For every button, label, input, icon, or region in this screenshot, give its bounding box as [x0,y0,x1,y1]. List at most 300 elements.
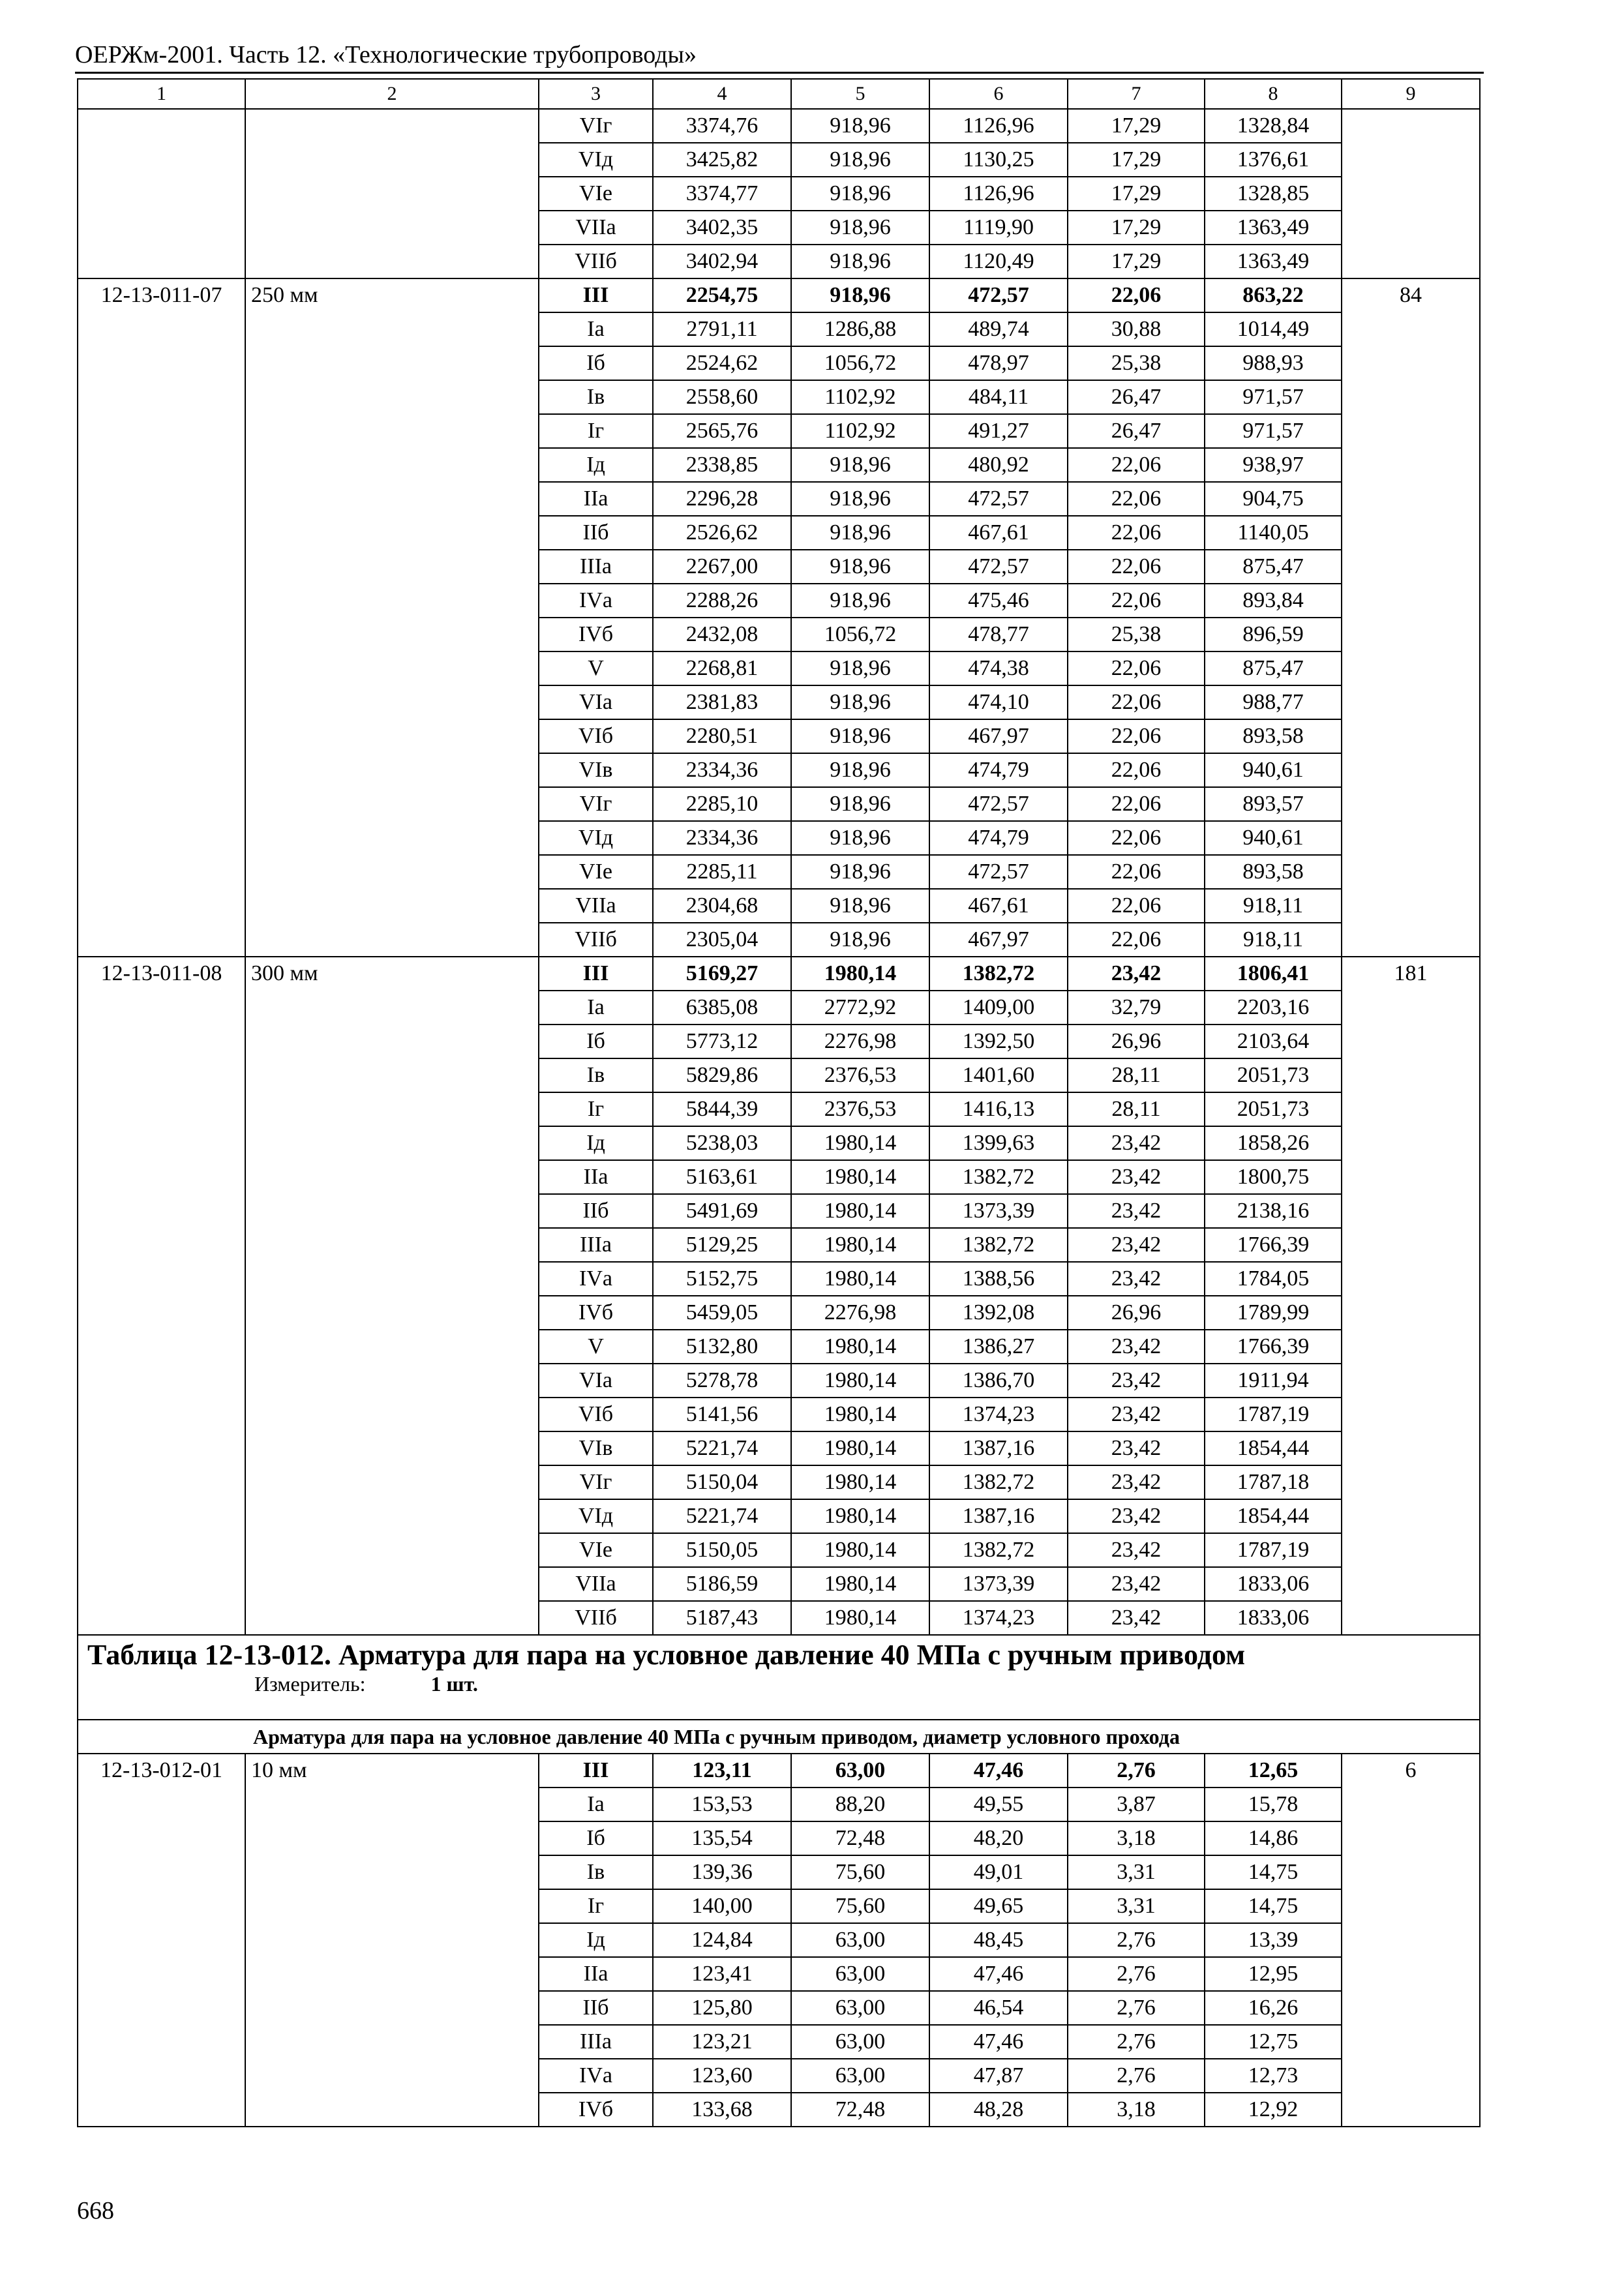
cost-cell: 904,75 [1205,482,1342,516]
cost-cell: 140,00 [653,1889,791,1923]
cost-cell: 26,47 [1068,414,1205,448]
cost-cell: 1387,16 [929,1499,1068,1533]
cost-cell: 47,46 [929,1754,1068,1788]
cost-cell: 48,28 [929,2093,1068,2127]
zone-code: IIа [539,1160,653,1194]
cost-cell: 1382,72 [929,1465,1068,1499]
cost-cell: 1388,56 [929,1262,1068,1296]
cost-cell: 133,68 [653,2093,791,2127]
cost-cell: 467,97 [929,923,1068,957]
cost-cell: 23,42 [1068,1567,1205,1601]
cost-cell: 12,75 [1205,2025,1342,2059]
nominal-size: 10 мм [245,1754,539,2127]
cost-cell: 1056,72 [791,618,929,651]
cost-cell: 1980,14 [791,1499,929,1533]
cost-cell: 875,47 [1205,651,1342,685]
cost-cell: 1286,88 [791,312,929,346]
cost-cell: 467,97 [929,719,1068,753]
cost-cell: 467,61 [929,516,1068,550]
cost-cell: 3402,35 [653,211,791,245]
cost-cell: 63,00 [791,1754,929,1788]
cost-cell: 5132,80 [653,1330,791,1364]
cost-cell: 918,96 [791,651,929,685]
cost-cell: 2,76 [1068,2059,1205,2093]
zone-code: Iв [539,1058,653,1092]
zone-code: IIб [539,516,653,550]
cost-cell: 26,96 [1068,1025,1205,1058]
zone-code: VIг [539,1465,653,1499]
zone-code: Iв [539,380,653,414]
cost-cell: 1140,05 [1205,516,1342,550]
cost-cell: 23,42 [1068,1364,1205,1398]
cost-cell: 63,00 [791,1957,929,1991]
zone-code: IIа [539,1957,653,1991]
cost-cell: 22,06 [1068,787,1205,821]
cost-cell: 918,96 [791,278,929,312]
cost-cell: 1980,14 [791,1228,929,1262]
cost-cell: 23,42 [1068,957,1205,991]
cost-cell: 971,57 [1205,414,1342,448]
cost-cell: 23,42 [1068,1160,1205,1194]
zone-code: IVа [539,2059,653,2093]
cost-cell: 17,29 [1068,211,1205,245]
zone-code: VIв [539,753,653,787]
cost-cell: 475,46 [929,584,1068,618]
cost-cell: 2376,53 [791,1058,929,1092]
cost-cell: 17,29 [1068,109,1205,143]
cost-cell: 2288,26 [653,584,791,618]
cost-cell: 49,55 [929,1788,1068,1821]
cost-cell: 918,11 [1205,923,1342,957]
cost-cell: 1102,92 [791,380,929,414]
cost-cell: 3,31 [1068,1889,1205,1923]
cost-cell: 472,57 [929,550,1068,584]
cost-cell: 23,42 [1068,1398,1205,1431]
cost-cell: 2558,60 [653,380,791,414]
cost-cell: 28,11 [1068,1058,1205,1092]
cost-cell: 23,42 [1068,1262,1205,1296]
cost-cell: 1363,49 [1205,245,1342,278]
cost-cell: 5491,69 [653,1194,791,1228]
cost-cell: 2772,92 [791,991,929,1025]
column-number-row [78,79,1480,109]
cost-cell: 25,38 [1068,346,1205,380]
zone-code: VIIа [539,889,653,923]
zone-code: IIб [539,1991,653,2025]
cost-cell: 5141,56 [653,1398,791,1431]
zone-code: VIд [539,821,653,855]
rate-code [78,109,245,278]
cost-cell: 918,96 [791,211,929,245]
cost-cell: 938,97 [1205,448,1342,482]
cost-cell: 23,42 [1068,1431,1205,1465]
zone-code: V [539,651,653,685]
cost-cell: 49,01 [929,1855,1068,1889]
cost-cell: 22,06 [1068,889,1205,923]
cost-cell: 988,93 [1205,346,1342,380]
cost-cell: 3402,94 [653,245,791,278]
zone-code: VIг [539,109,653,143]
zone-code: IVб [539,618,653,651]
cost-cell: 153,53 [653,1788,791,1821]
cost-cell: 5221,74 [653,1499,791,1533]
cost-cell: 918,96 [791,584,929,618]
cost-cell: 896,59 [1205,618,1342,651]
cost-cell: 472,57 [929,855,1068,889]
cost-cell: 2203,16 [1205,991,1342,1025]
zone-code: Iб [539,346,653,380]
zone-code: Iд [539,1126,653,1160]
cost-cell: 1386,70 [929,1364,1068,1398]
zone-code: Iб [539,1025,653,1058]
cost-cell: 12,92 [1205,2093,1342,2127]
cost-cell: 48,45 [929,1923,1068,1957]
column-number: 1 [78,79,245,109]
cost-cell: 484,11 [929,380,1068,414]
cost-cell: 1374,23 [929,1601,1068,1635]
cost-cell: 2565,76 [653,414,791,448]
nominal-size [245,109,539,278]
cost-cell: 32,79 [1068,991,1205,1025]
cost-cell: 2304,68 [653,889,791,923]
cost-cell: 135,54 [653,1821,791,1855]
cost-cell: 1056,72 [791,346,929,380]
zone-code: VIб [539,719,653,753]
column-number: 8 [1205,79,1342,109]
cost-cell: 1328,84 [1205,109,1342,143]
cost-cell: 474,79 [929,753,1068,787]
zone-code: VIа [539,685,653,719]
table-meter [87,1673,1474,1694]
cost-cell: 2267,00 [653,550,791,584]
cost-cell: 17,29 [1068,143,1205,177]
zone-code: VIIб [539,245,653,278]
cost-cell: 3374,76 [653,109,791,143]
cost-cell: 2524,62 [653,346,791,380]
cost-cell: 22,06 [1068,923,1205,957]
cost-cell: 474,79 [929,821,1068,855]
cost-cell: 918,96 [791,719,929,753]
cost-cell: 918,96 [791,177,929,211]
table-row [78,1754,1480,1788]
cost-cell: 2,76 [1068,2025,1205,2059]
table-caption-row [78,1635,1480,1720]
cost-cell: 1386,27 [929,1330,1068,1364]
cost-cell: 1854,44 [1205,1499,1342,1533]
cost-cell: 23,42 [1068,1601,1205,1635]
cost-cell: 893,58 [1205,855,1342,889]
cost-cell: 22,06 [1068,584,1205,618]
cost-cell: 1376,61 [1205,143,1342,177]
cost-cell: 2276,98 [791,1296,929,1330]
cost-cell: 22,06 [1068,753,1205,787]
cost-cell: 46,54 [929,1991,1068,2025]
cost-cell: 918,96 [791,516,929,550]
rate-code: 12-13-011-08 [78,957,245,1635]
cost-cell: 918,96 [791,482,929,516]
zone-code: Iд [539,1923,653,1957]
cost-cell: 893,57 [1205,787,1342,821]
cost-cell: 22,06 [1068,719,1205,753]
cost-cell: 3,18 [1068,1821,1205,1855]
cost-cell: 1130,25 [929,143,1068,177]
column-9-value: 84 [1342,278,1480,957]
cost-cell: 2526,62 [653,516,791,550]
cost-cell: 5773,12 [653,1025,791,1058]
rate-code: 12-13-012-01 [78,1754,245,2127]
column-number: 5 [791,79,929,109]
rates-table-body [78,79,1480,2127]
cost-cell: 1980,14 [791,1465,929,1499]
cost-cell: 1980,14 [791,1194,929,1228]
cost-cell: 940,61 [1205,753,1342,787]
cost-cell: 63,00 [791,2059,929,2093]
cost-cell: 1911,94 [1205,1364,1342,1398]
cost-cell: 22,06 [1068,821,1205,855]
zone-code: VIг [539,787,653,821]
cost-cell: 123,41 [653,1957,791,1991]
cost-cell: 1980,14 [791,1160,929,1194]
zone-code: Iг [539,1889,653,1923]
cost-cell: 2334,36 [653,821,791,855]
zone-code: VIIб [539,1601,653,1635]
cost-cell: 2376,53 [791,1092,929,1126]
cost-cell: 2,76 [1068,1754,1205,1788]
rate-code: 12-13-011-07 [78,278,245,957]
cost-cell: 22,06 [1068,651,1205,685]
zone-code: IIб [539,1194,653,1228]
cost-cell: 5150,05 [653,1533,791,1567]
cost-cell: 893,84 [1205,584,1342,618]
cost-cell: 75,60 [791,1889,929,1923]
cost-cell: 2,76 [1068,1991,1205,2025]
cost-cell: 3,31 [1068,1855,1205,1889]
cost-cell: 1382,72 [929,1228,1068,1262]
cost-cell: 1416,13 [929,1092,1068,1126]
cost-cell: 2334,36 [653,753,791,787]
cost-cell: 1833,06 [1205,1567,1342,1601]
cost-cell: 2,76 [1068,1957,1205,1991]
zone-code: IVб [539,2093,653,2127]
cost-cell: 1374,23 [929,1398,1068,1431]
cost-cell: 14,86 [1205,1821,1342,1855]
zone-code: IVа [539,1262,653,1296]
cost-cell: 2305,04 [653,923,791,957]
cost-cell: 1980,14 [791,957,929,991]
cost-cell: 918,96 [791,855,929,889]
zone-code: Iа [539,312,653,346]
cost-cell: 30,88 [1068,312,1205,346]
zone-code: Iв [539,1855,653,1889]
cost-cell: 26,47 [1068,380,1205,414]
cost-cell: 472,57 [929,278,1068,312]
cost-cell: 1980,14 [791,1533,929,1567]
zone-code: VIа [539,1364,653,1398]
cost-cell: 75,60 [791,1855,929,1889]
cost-cell: 971,57 [1205,380,1342,414]
cost-cell: 26,96 [1068,1296,1205,1330]
cost-cell: 1766,39 [1205,1228,1342,1262]
cost-cell: 918,96 [791,923,929,957]
cost-cell: 5187,43 [653,1601,791,1635]
column-number: 7 [1068,79,1205,109]
cost-cell: 480,92 [929,448,1068,482]
zone-code: III [539,278,653,312]
cost-cell: 1800,75 [1205,1160,1342,1194]
cost-cell: 918,96 [791,550,929,584]
cost-cell: 3,87 [1068,1788,1205,1821]
cost-cell: 1854,44 [1205,1431,1342,1465]
cost-cell: 1980,14 [791,1567,929,1601]
cost-cell: 5829,86 [653,1058,791,1092]
cost-cell: 940,61 [1205,821,1342,855]
cost-cell: 5238,03 [653,1126,791,1160]
column-number: 6 [929,79,1068,109]
page-number: 668 [77,2197,114,2224]
zone-code: VIе [539,177,653,211]
cost-cell: 25,38 [1068,618,1205,651]
column-9-value: 181 [1342,957,1480,1635]
cost-cell: 5459,05 [653,1296,791,1330]
cost-cell: 2791,11 [653,312,791,346]
cost-cell: 22,06 [1068,516,1205,550]
cost-cell: 5129,25 [653,1228,791,1262]
cost-cell: 1014,49 [1205,312,1342,346]
cost-cell: 22,06 [1068,448,1205,482]
cost-cell: 472,57 [929,482,1068,516]
cost-cell: 1858,26 [1205,1126,1342,1160]
cost-cell: 22,06 [1068,550,1205,584]
cost-cell: 22,06 [1068,685,1205,719]
column-number: 3 [539,79,653,109]
cost-cell: 22,06 [1068,855,1205,889]
cost-cell: 23,42 [1068,1533,1205,1567]
page-header: ОЕРЖм-2001. Часть 12. «Технологические трубопроводы» [75,41,697,68]
cost-cell: 489,74 [929,312,1068,346]
cost-cell: 491,27 [929,414,1068,448]
zone-code: Iг [539,1092,653,1126]
cost-cell: 1787,18 [1205,1465,1342,1499]
zone-code: Iг [539,414,653,448]
column-number: 4 [653,79,791,109]
cost-cell: 918,96 [791,787,929,821]
cost-cell: 16,26 [1205,1991,1342,2025]
cost-cell: 23,42 [1068,1228,1205,1262]
cost-cell: 1328,85 [1205,177,1342,211]
cost-cell: 918,96 [791,448,929,482]
cost-cell: 23,42 [1068,1126,1205,1160]
cost-cell: 5150,04 [653,1465,791,1499]
cost-cell: 1980,14 [791,1601,929,1635]
meter-label: Измеритель: [254,1672,366,1696]
table-subheading-row [78,1720,1480,1754]
cost-cell: 5152,75 [653,1262,791,1296]
cost-cell: 12,95 [1205,1957,1342,1991]
zone-code: Iд [539,448,653,482]
cost-cell: 2285,10 [653,787,791,821]
cost-cell: 49,65 [929,1889,1068,1923]
cost-cell: 48,20 [929,1821,1068,1855]
cost-cell: 1119,90 [929,211,1068,245]
cost-cell: 1766,39 [1205,1330,1342,1364]
cost-cell: 875,47 [1205,550,1342,584]
cost-cell: 23,42 [1068,1194,1205,1228]
cost-cell: 1382,72 [929,1533,1068,1567]
cost-cell: 3425,82 [653,143,791,177]
table-row [78,957,1480,991]
cost-cell: 474,38 [929,651,1068,685]
cost-cell: 1980,14 [791,1330,929,1364]
table-caption [78,1635,1480,1720]
cost-cell: 2285,11 [653,855,791,889]
cost-cell: 15,78 [1205,1788,1342,1821]
cost-cell: 1399,63 [929,1126,1068,1160]
cost-cell: 918,96 [791,143,929,177]
zone-code: VIIб [539,923,653,957]
cost-cell: 1980,14 [791,1431,929,1465]
cost-cell: 478,77 [929,618,1068,651]
zone-code: VIе [539,855,653,889]
cost-cell: 5163,61 [653,1160,791,1194]
cost-cell: 47,46 [929,1957,1068,1991]
cost-cell: 918,96 [791,753,929,787]
cost-cell: 1126,96 [929,177,1068,211]
cost-cell: 1382,72 [929,957,1068,991]
zone-code: IVб [539,1296,653,1330]
cost-cell: 2138,16 [1205,1194,1342,1228]
cost-cell: 1806,41 [1205,957,1342,991]
cost-cell: 1120,49 [929,245,1068,278]
cost-cell: 5221,74 [653,1431,791,1465]
cost-cell: 1363,49 [1205,211,1342,245]
cost-cell: 893,58 [1205,719,1342,753]
cost-cell: 918,96 [791,821,929,855]
cost-cell: 1382,72 [929,1160,1068,1194]
rates-table [77,78,1481,2127]
cost-cell: 2103,64 [1205,1025,1342,1058]
zone-code: VIд [539,143,653,177]
zone-code: Iа [539,991,653,1025]
cost-cell: 918,11 [1205,889,1342,923]
cost-cell: 13,39 [1205,1923,1342,1957]
cost-cell: 1373,39 [929,1194,1068,1228]
nominal-size: 300 мм [245,957,539,1635]
cost-cell: 1401,60 [929,1058,1068,1092]
cost-cell: 478,97 [929,346,1068,380]
cost-cell: 988,77 [1205,685,1342,719]
zone-code: IIа [539,482,653,516]
cost-cell: 1833,06 [1205,1601,1342,1635]
cost-cell: 918,96 [791,109,929,143]
cost-cell: 1980,14 [791,1126,929,1160]
cost-cell: 22,06 [1068,482,1205,516]
column-number: 9 [1342,79,1480,109]
cost-cell: 17,29 [1068,245,1205,278]
cost-cell: 23,42 [1068,1330,1205,1364]
zone-code: VIе [539,1533,653,1567]
cost-cell: 17,29 [1068,177,1205,211]
header-rule [75,72,1484,74]
cost-cell: 2254,75 [653,278,791,312]
cost-cell: 72,48 [791,1821,929,1855]
cost-cell: 5844,39 [653,1092,791,1126]
meter-value: 1 шт. [430,1672,478,1696]
zone-code: VIв [539,1431,653,1465]
cost-cell: 123,60 [653,2059,791,2093]
cost-cell: 1102,92 [791,414,929,448]
cost-cell: 3,18 [1068,2093,1205,2127]
zone-code: IIIа [539,2025,653,2059]
